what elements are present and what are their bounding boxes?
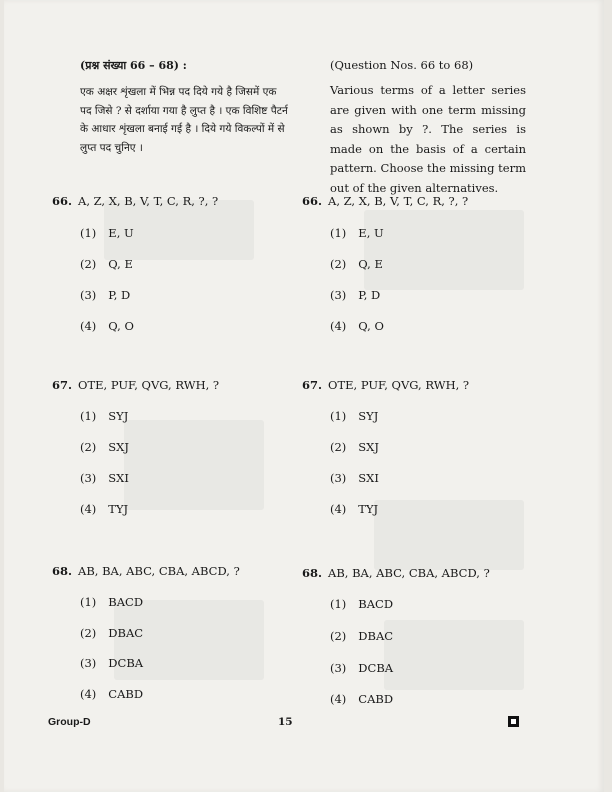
group-label: Group-D [48,716,91,728]
exam-page [4,0,604,792]
option-67-2: (2) SXJ [80,440,129,454]
option-66-1: (1) E, U [80,226,134,240]
question-67-hindi: 67. OTE, PUF, QVG, RWH, ? [52,378,220,392]
bleed-through [374,500,524,570]
question-67-english: 67. OTE, PUF, QVG, RWH, ? [302,378,470,392]
english-instructions: Various terms of a letter series are given with one term missing as shown by ?. The series is made on the basis of a certain pattern. Choose the missing term out of the given alternatives. [330,83,526,195]
option-66-2: (2) Q, E [80,257,133,271]
option-68-4: (4) CABD [80,687,144,701]
option-66-3: (3) P, D [80,288,131,302]
option-67-3: (3) SXI [80,471,129,485]
option-67-4: (4) TYJ [80,502,129,516]
option-66-1: (1) E, U [330,226,384,240]
hindi-heading: (प्रश्न संख्या 66 – 68) : [80,59,187,72]
option-68-1: (1) BACD [80,595,144,609]
option-68-4: (4) CABD [330,692,394,706]
option-67-1: (1) SYJ [330,409,379,423]
option-66-4: (4) Q, O [80,319,134,333]
bleed-through [364,210,524,290]
corner-marker-icon [508,716,519,727]
option-68-3: (3) DCBA [330,661,394,675]
question-68-english: 68. AB, BA, ABC, CBA, ABCD, ? [302,566,490,580]
option-67-3: (3) SXI [330,471,379,485]
hindi-instructions: एक अक्षर शृंखला में भिन्न पद दिये गये है जिसमें एक पद जिसे ? से दर्शाया गया है लुप्त है । एक विशिष्ट पैटर्न के आधार शृंखला बनाई गई है । दिये गये विकल्पों में से लुप्त पद चुनिए । [80,86,288,154]
option-68-1: (1) BACD [330,597,394,611]
question-66-hindi: 66. A, Z, X, B, V, T, C, R, ?, ? [52,194,219,208]
option-66-3: (3) P, D [330,288,381,302]
option-68-2: (2) DBAC [330,629,394,643]
option-67-1: (1) SYJ [80,409,129,423]
bleed-through [384,620,524,690]
option-67-4: (4) TYJ [330,502,379,516]
question-68-hindi: 68. AB, BA, ABC, CBA, ABCD, ? [52,564,240,578]
option-66-2: (2) Q, E [330,257,383,271]
question-66-english: 66. A, Z, X, B, V, T, C, R, ?, ? [302,194,469,208]
option-68-2: (2) DBAC [80,626,144,640]
option-68-3: (3) DCBA [80,656,144,670]
option-66-4: (4) Q, O [330,319,384,333]
page-number: 15 [278,716,293,728]
bleed-through [124,420,264,510]
option-67-2: (2) SXJ [330,440,379,454]
english-heading: (Question Nos. 66 to 68) [330,58,474,72]
